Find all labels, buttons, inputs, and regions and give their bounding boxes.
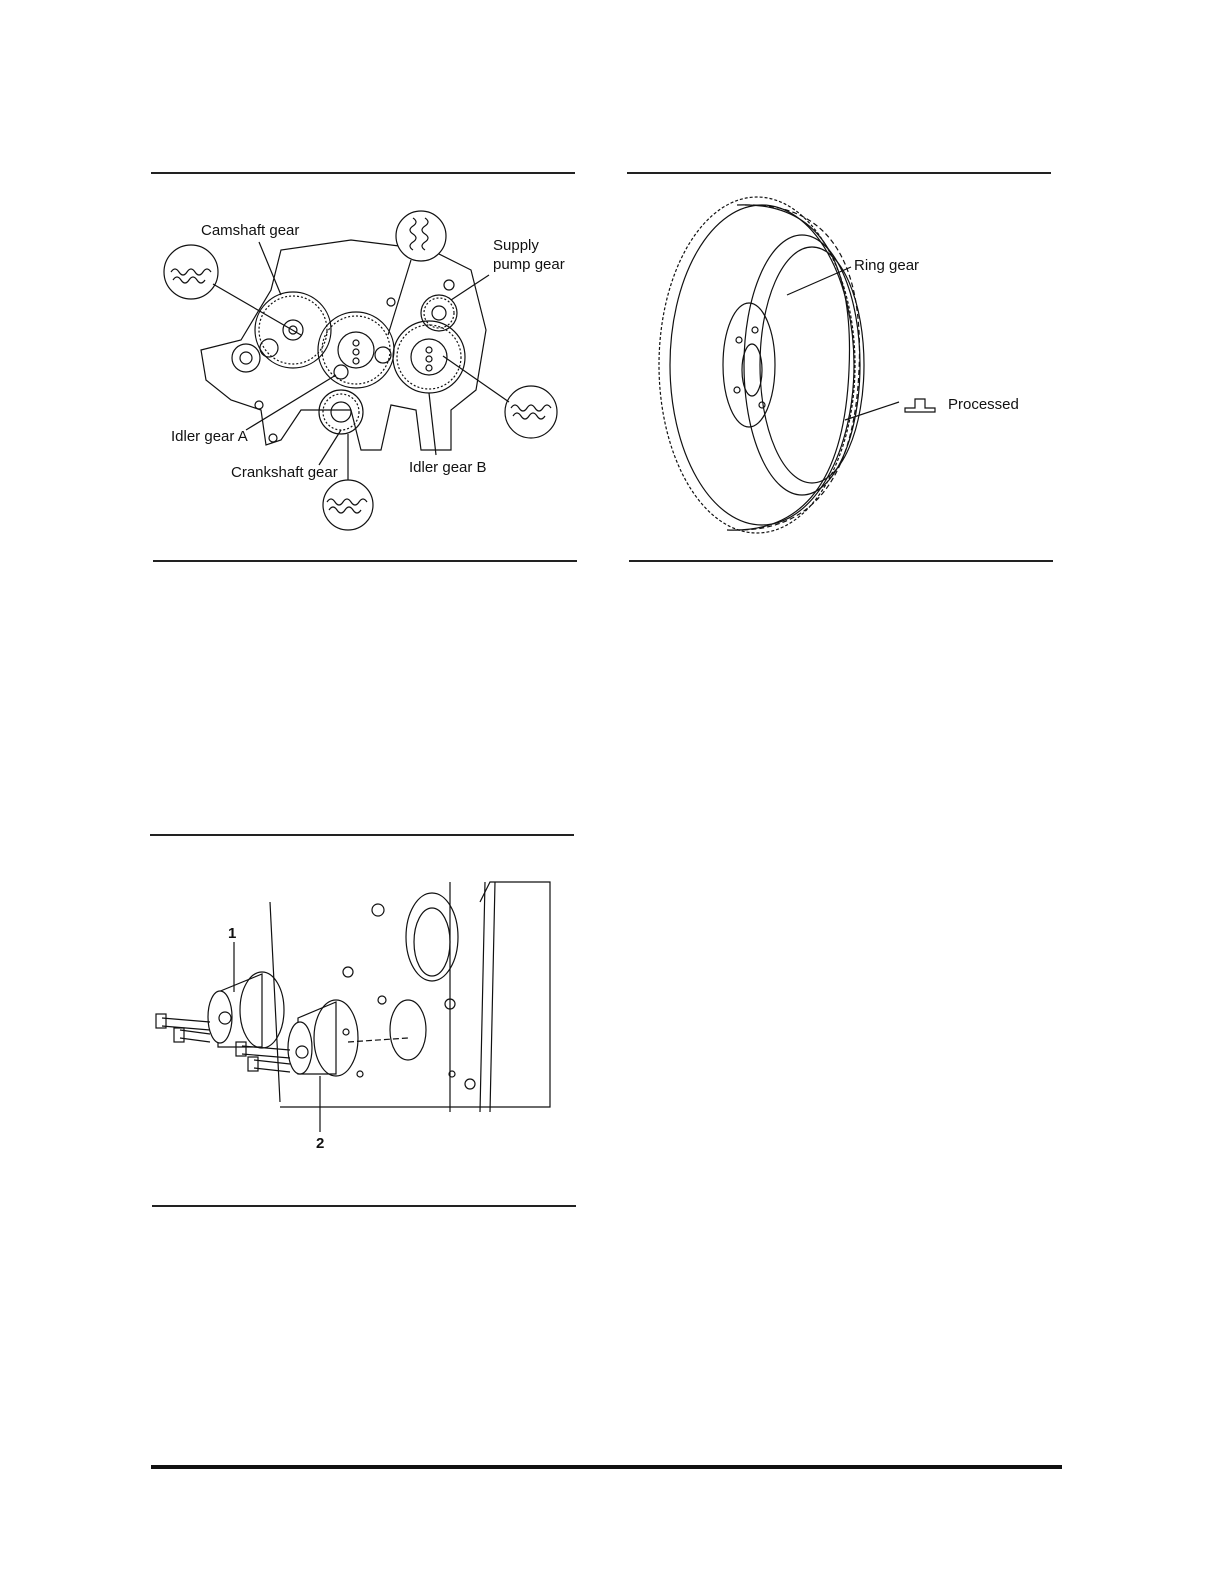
callout-2: 2	[316, 1135, 325, 1152]
seal-installer-figure	[150, 842, 574, 1200]
figure3-bottom-rule	[152, 1205, 576, 1207]
figure2-top-rule	[627, 172, 1051, 174]
callout-1: 1	[228, 925, 237, 942]
flywheel-illustration	[627, 180, 1051, 555]
crankshaft-gear-label: Crankshaft gear	[231, 464, 338, 481]
flywheel-ring-gear-figure	[627, 180, 1051, 555]
camshaft-gear-label: Camshaft gear	[201, 222, 300, 239]
timing-gear-figure	[151, 180, 575, 555]
seal-installer-illustration	[150, 842, 574, 1200]
supply-pump-gear-label-line2: pump gear	[493, 256, 565, 273]
ring-gear-label: Ring gear	[854, 257, 920, 274]
processed-label: Processed	[948, 396, 1019, 413]
detail-circle-top	[396, 211, 446, 261]
detail-circle-camshaft	[164, 245, 218, 299]
figure1-top-rule	[151, 172, 575, 174]
figure3-top-rule	[150, 834, 574, 836]
idler-gear-a-label: Idler gear A	[171, 428, 248, 445]
timing-gear-illustration	[151, 180, 575, 555]
detail-circle-right	[505, 386, 557, 438]
figure2-bottom-rule	[629, 560, 1053, 562]
supply-pump-gear-label-line1: Supply	[493, 237, 539, 254]
figure1-bottom-rule	[153, 560, 577, 562]
detail-circle-bottom	[323, 480, 373, 530]
idler-gear-b-label: Idler gear B	[409, 459, 487, 476]
footer-rule	[151, 1465, 1062, 1469]
